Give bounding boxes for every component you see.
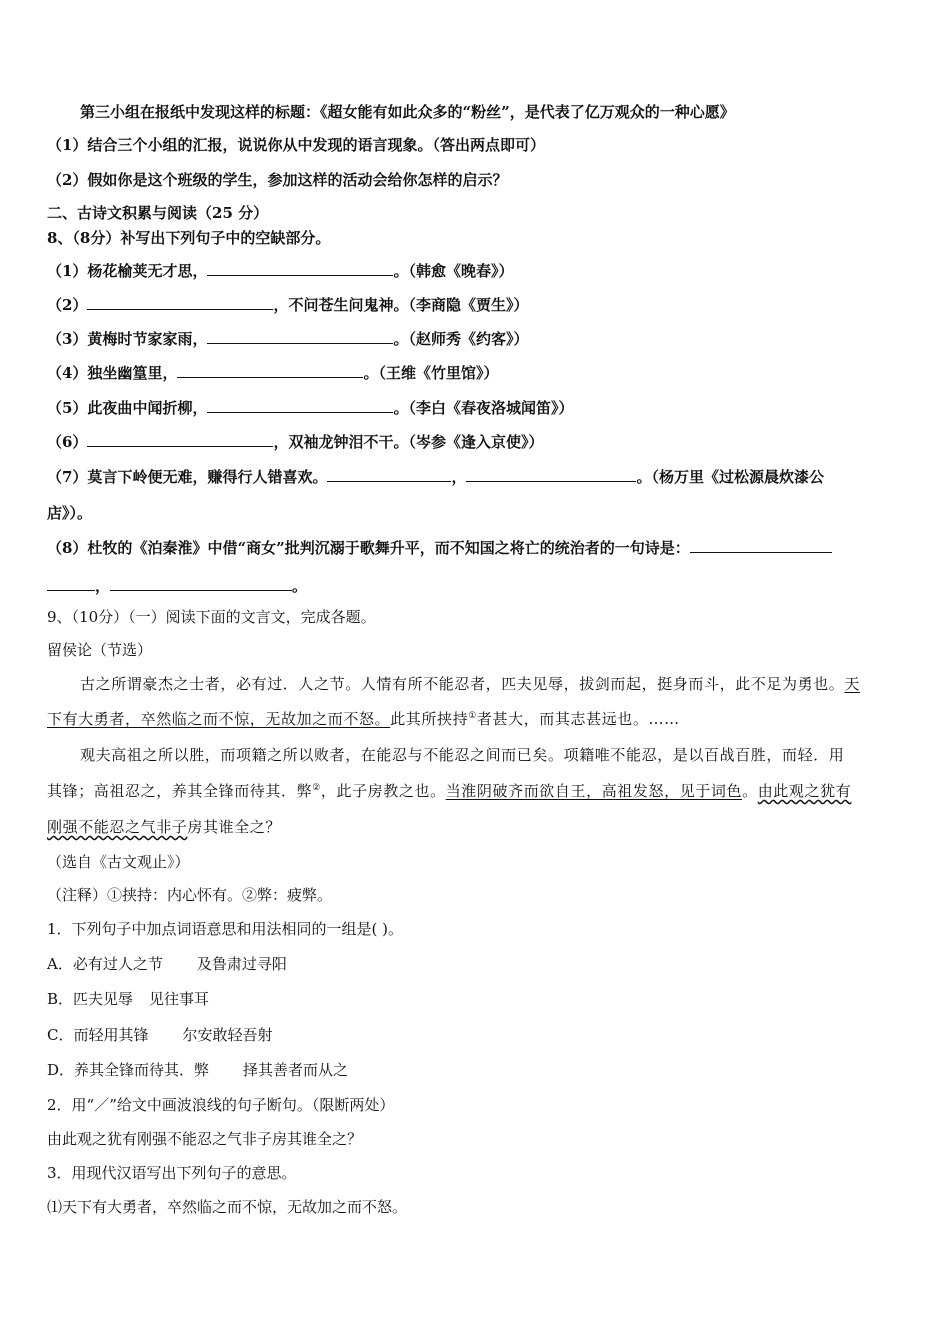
option-text: D．养其全锋而待其．弊 [47, 1061, 210, 1079]
text-run: 者甚大，而其志甚远也。…… [476, 710, 680, 728]
item-suffix: ，双袖龙钟泪不干。（岑参《逢入京使》） [273, 433, 544, 451]
group3-report: 第三小组在报纸中发现这样的标题：《超女能有如此众多的“粉丝”，是代表了亿万观众的一种心愿》 [80, 103, 735, 121]
essay-paragraph-2-line-2 [47, 781, 851, 801]
question8-item-8 [47, 537, 832, 558]
item-prefix: （8）杜牧的《泊秦淮》中借“商女”批判沉溺于歌舞升平，而不知国之将亡的统治者的一句诗是： [47, 539, 690, 557]
essay-notes: （注释）①挟持：内心怀有。②弊：疲弊。 [47, 886, 333, 904]
answer-blank[interactable] [207, 328, 393, 344]
option-a[interactable] [47, 954, 287, 974]
answer-blank[interactable] [87, 294, 273, 310]
item-prefix: （6） [47, 433, 88, 451]
underlined-sentence: 下有大勇者，卒然临之而不惊，无故加之而不怒。 [47, 710, 391, 728]
question8-item-3 [47, 328, 528, 349]
answer-blank[interactable] [207, 260, 393, 276]
sub-question-1: 1．下列句子中加点词语意思和用法相同的一组是( )。 [47, 920, 404, 938]
answer-blank[interactable] [690, 537, 832, 553]
option-text: 及鲁肃过寻阳 [196, 955, 287, 973]
footnote-marker: ① [468, 711, 477, 721]
question8-item-2 [47, 294, 528, 315]
underlined-sentence: 天 [844, 675, 861, 693]
item-separator: ， [95, 577, 111, 595]
item-prefix: （1）杨花榆荚无才思， [47, 262, 208, 280]
option-text: 见往事耳 [149, 990, 210, 1008]
sub-question-3: 3．用现代汉语写出下列句子的意思。 [47, 1164, 297, 1182]
text-run: 此其所挟持 [390, 710, 469, 728]
wavy-underlined-sentence: 刚强不能忍之气非子 [47, 818, 188, 836]
essay-paragraph-1-line-1 [80, 674, 860, 694]
essay-title: 留侯论（节选） [47, 641, 153, 659]
option-text: C．而轻用其锋 [47, 1026, 149, 1044]
question8-item-4 [47, 362, 498, 383]
question8-item-1 [47, 260, 513, 281]
option-d[interactable] [47, 1060, 348, 1080]
option-b[interactable] [47, 989, 209, 1009]
essay-paragraph-2-line-3 [47, 817, 281, 837]
footnote-marker: ② [312, 783, 321, 793]
text-run: 其锋；高祖忍之，养其全锋而待其．弊 [47, 782, 313, 800]
answer-blank[interactable] [327, 466, 451, 482]
item-prefix: （3）黄梅时节家家雨， [47, 330, 208, 348]
sub-question-3-item-1: ⑴天下有大勇者，卒然临之而不惊，无故加之而不怒。 [47, 1198, 408, 1216]
sub-question-2-sentence: 由此观之犹有刚强不能忍之气非子房其谁全之？ [47, 1130, 363, 1148]
sub-question-2: 2．用“／”给文中画波浪线的句子断句。（限断两处） [47, 1096, 395, 1114]
essay-paragraph-2-line-1: 观夫高祖之所以胜，而项籍之所以败者，在能忍与不能忍之间而已矣。项籍唯不能忍，是以百战百胜，而轻．用 [80, 746, 845, 764]
answer-blank[interactable] [466, 466, 636, 482]
item-suffix: ，不问苍生问鬼神。（李商隐《贾生》） [273, 296, 529, 314]
essay-source: （选自《古文观止》） [47, 853, 190, 871]
answer-blank[interactable] [177, 362, 363, 378]
answer-blank[interactable] [110, 575, 292, 591]
answer-blank[interactable] [87, 431, 273, 447]
text-run: ，此子房教之也。 [320, 782, 446, 800]
item-suffix: 。（王维《竹里馆》） [363, 364, 499, 382]
option-c[interactable] [47, 1025, 273, 1045]
option-text: B．匹夫见辱 [47, 990, 134, 1008]
question8-item-7-continued: 店》）。 [47, 504, 93, 522]
wavy-underlined-sentence: 由此观之犹有 [757, 782, 852, 800]
item-suffix: 。（李白《春夜洛城闻笛》） [393, 399, 574, 417]
question9-title: 9、（10分）（一）阅读下面的文言文，完成各题。 [47, 608, 376, 626]
item-prefix: （7）莫言下岭便无难，赚得行人错喜欢。 [47, 468, 328, 486]
underlined-sentence: 当淮阴破齐而欲自王，高祖发怒，见于词色 [445, 782, 743, 800]
text-run: 房其谁全之？ [187, 818, 282, 836]
question8-item-8-continued [47, 575, 307, 596]
item-prefix: （5）此夜曲中闻折柳， [47, 399, 208, 417]
text-run: 古之所谓豪杰之士者，必有过．人之节。人情有所不能忍者，匹夫见辱，拔剑而起，挺身而斗，此不足为勇也。 [80, 675, 845, 693]
answer-blank[interactable] [207, 397, 393, 413]
question8-item-5 [47, 397, 573, 418]
item-suffix: 。 [292, 577, 308, 595]
option-text: 尔安敢轻吾射 [182, 1026, 273, 1044]
essay-paragraph-1-line-2 [47, 709, 680, 729]
answer-blank[interactable] [47, 575, 95, 591]
item-suffix: 。（赵师秀《约客》） [393, 330, 529, 348]
question8-item-6 [47, 431, 543, 452]
question7-sub2: （2）假如你是这个班级的学生，参加这样的活动会给你怎样的启示？ [47, 171, 508, 189]
item-suffix: 。（韩愈《晚春》） [393, 262, 514, 280]
option-text: A．必有过人之节 [47, 955, 163, 973]
item-separator: ， [451, 468, 467, 486]
item-prefix: （2） [47, 296, 88, 314]
option-text: 择其善者而从之 [243, 1061, 349, 1079]
text-run: 。 [742, 782, 758, 800]
section2-heading: 二、古诗文积累与阅读（25 分） [47, 204, 269, 222]
item-suffix: 。（杨万里《过松源晨炊漆公 [636, 468, 824, 486]
item-prefix: （4）独坐幽篁里， [47, 364, 178, 382]
question8-item-7 [47, 466, 824, 487]
question7-sub1: （1）结合三个小组的汇报，说说你从中发现的语言现象。（答出两点即可） [47, 136, 545, 154]
question8-title: 8、（8分）补写出下列句子中的空缺部分。 [47, 229, 331, 247]
